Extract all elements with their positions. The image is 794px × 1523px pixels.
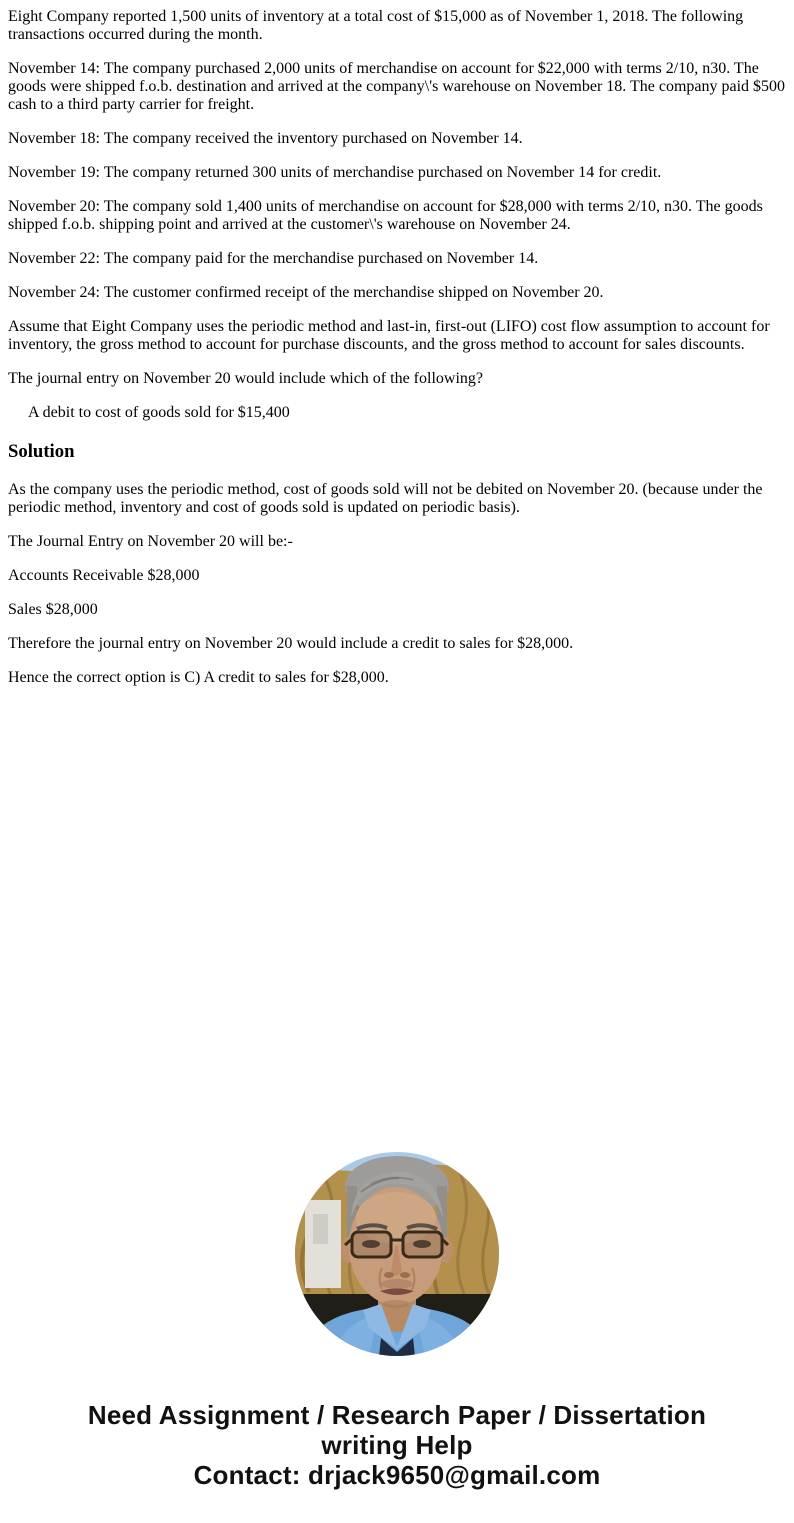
transaction-nov18: November 18: The company received the inventory purchased on November 14. — [8, 130, 523, 147]
solution-explanation: As the company uses the periodic method, cost of goods sold will not be debited on November 20. (because under the periodic method, inventory and cost of goods sold is updated on periodic basis). — [8, 481, 763, 516]
document-body — [0, 0, 794, 687]
transaction-nov24: November 24: The customer confirmed receipt of the merchandise shipped on November 20. — [8, 284, 604, 301]
question-text: The journal entry on November 20 would include which of the following? — [8, 370, 483, 387]
solution-journal-intro: The Journal Entry on November 20 will be:- — [8, 533, 293, 550]
solution-entry-credit: Sales $28,000 — [8, 601, 98, 618]
promo-footer — [0, 1400, 794, 1490]
solution-heading: Solution — [8, 441, 75, 462]
transaction-nov14: November 14: The company purchased 2,000 units of merchandise on account for $22,000 with terms 2/10, n30. The goods were shipped f.o.b. destination and arrived at the company\'s warehouse on November 18. The company paid $500 cash to a third party carrier for freight. — [8, 60, 786, 113]
answer-option: A debit to cost of goods sold for $15,400 — [28, 404, 290, 421]
promo-contact-email: Contact: drjack9650@gmail.com — [193, 1460, 601, 1490]
presenter-photo-graphic — [295, 1152, 499, 1356]
transaction-nov20: November 20: The company sold 1,400 units of merchandise on account for $28,000 with terms 2/10, n30. The goods shipped f.o.b. shipping point and arrived at the customer\'s warehouse on November 24. — [8, 198, 763, 233]
intro-paragraph: Eight Company reported 1,500 units of inventory at a total cost of $15,000 as of November 1, 2018. The following transactions occurred during the month. — [8, 8, 744, 43]
transaction-nov19: November 19: The company returned 300 units of merchandise purchased on November 14 for credit. — [8, 164, 662, 181]
assumption-paragraph: Assume that Eight Company uses the periodic method and last-in, first-out (LIFO) cost flow assumption to account for inventory, the gross method to account for purchase discounts, and the gross method to account for sales discounts. — [8, 318, 770, 353]
presenter-photo — [295, 1152, 499, 1356]
solution-entry-debit: Accounts Receivable $28,000 — [8, 567, 200, 584]
transaction-nov22: November 22: The company paid for the merchandise purchased on November 14. — [8, 250, 539, 267]
promo-heading-line-2: writing Help — [321, 1430, 473, 1460]
promo-heading-line-1: Need Assignment / Research Paper / Dissertation — [87, 1400, 707, 1430]
solution-conclusion: Therefore the journal entry on November 20 would include a credit to sales for $28,000. — [8, 635, 574, 652]
solution-final-answer: Hence the correct option is C) A credit to sales for $28,000. — [8, 669, 389, 686]
